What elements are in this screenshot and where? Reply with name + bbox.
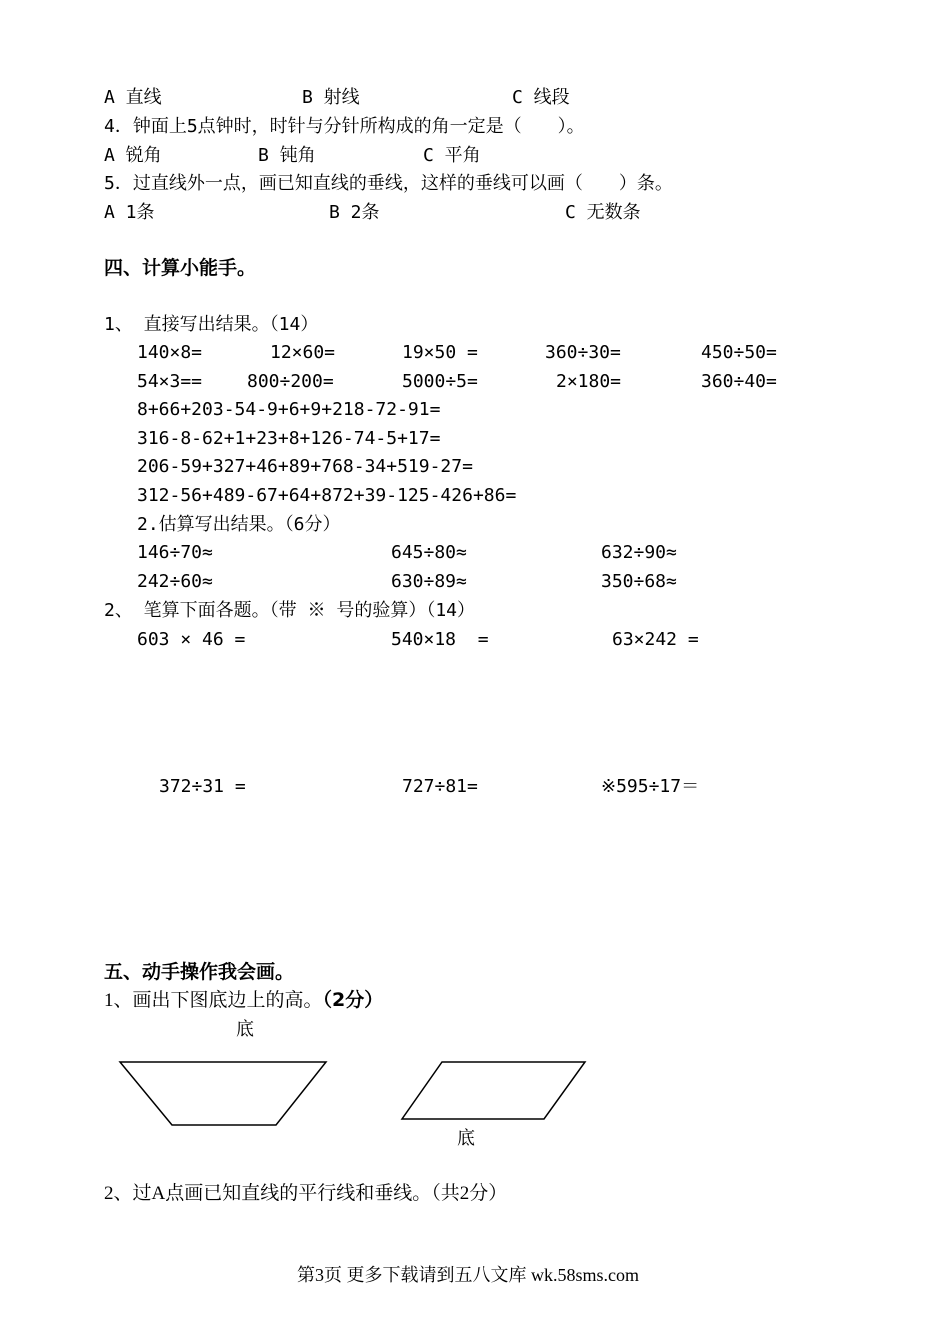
section5-title: 五、动手操作我会画。 — [104, 961, 295, 983]
long-expr-2: 316-8-62+1+23+8+126-74-5+17= — [137, 428, 441, 449]
written-r1-c2: 540×18 = — [391, 629, 489, 650]
calc-r2-c3: 5000÷5= — [402, 371, 478, 392]
calc-r1-c3: 19×50 = — [402, 342, 478, 363]
q3-option-a: A 直线 — [104, 87, 162, 108]
section4-title: 四、计算小能手。 — [104, 257, 257, 279]
q5-text: 5．过直线外一点，画已知直线的垂线，这样的垂线可以画（ ）条。 — [104, 173, 673, 194]
est-r1-c2: 645÷80≈ — [391, 542, 467, 563]
written-r2-c3: ※595÷17＝ — [601, 776, 700, 797]
part2-title: 2、 笔算下面各题。（带 ※ 号的验算）（14） — [104, 600, 476, 621]
page-footer: 第3页 更多下载请到五八文库 wk.58sms.com — [297, 1265, 639, 1285]
base-label-top: 底 — [236, 1019, 254, 1040]
calc-r2-c5: 360÷40= — [701, 371, 777, 392]
q2-draw-text: 2、过A点画已知直线的平行线和垂线。（共2分） — [104, 1183, 508, 1204]
long-expr-3: 206-59+327+46+89+768-34+519-27= — [137, 456, 473, 477]
q5-option-b: B 2条 — [329, 202, 380, 223]
q4-option-a: A 锐角 — [104, 145, 162, 166]
calc-r2-c2: 800÷200= — [247, 371, 334, 392]
q5-option-c: C 无数条 — [565, 202, 641, 223]
estimate-title: 2.估算写出结果。（6分） — [137, 514, 341, 535]
q3-option-c: C 线段 — [512, 87, 570, 108]
est-r2-c1: 242÷60≈ — [137, 571, 213, 592]
q1-draw-label: 1、画出下图底边上的高。 — [104, 990, 323, 1011]
q4-text: 4．钟面上5点钟时，时针与分针所构成的角一定是（ ）。 — [104, 116, 585, 137]
trapezoid-shape — [120, 1062, 326, 1125]
calc-r1-c4: 360÷30= — [545, 342, 621, 363]
q3-option-b: B 射线 — [302, 87, 360, 108]
calc-r2-c4: 2×180= — [556, 371, 622, 392]
est-r1-c1: 146÷70≈ — [137, 542, 213, 563]
calc-r1-c1: 140×8= — [137, 342, 203, 363]
est-r2-c3: 350÷68≈ — [601, 571, 677, 592]
q4-option-b: B 钝角 — [258, 145, 316, 166]
long-expr-1: 8+66+203-54-9+6+9+218-72-91= — [137, 399, 441, 420]
long-expr-4: 312-56+489-67+64+872+39-125-426+86= — [137, 485, 517, 506]
written-r2-c1: 372÷31 = — [159, 776, 246, 797]
written-r1-c3: 63×242 = — [612, 629, 699, 650]
q4-option-c: C 平角 — [423, 145, 481, 166]
est-r1-c3: 632÷90≈ — [601, 542, 677, 563]
base-label-bottom: 底 — [457, 1128, 475, 1149]
calc-r2-c1: 54×3== — [137, 371, 203, 392]
written-r2-c2: 727÷81= — [402, 776, 478, 797]
q1-draw-score: （2分） — [322, 989, 384, 1011]
q5-option-a: A 1条 — [104, 202, 155, 223]
parallelogram-shape — [402, 1062, 585, 1119]
part1-title: 1、 直接写出结果。（14） — [104, 314, 319, 335]
written-r1-c1: 603 × 46 = — [137, 629, 246, 650]
est-r2-c2: 630÷89≈ — [391, 571, 467, 592]
calc-r1-c2: 12×60= — [270, 342, 336, 363]
calc-r1-c5: 450÷50= — [701, 342, 777, 363]
